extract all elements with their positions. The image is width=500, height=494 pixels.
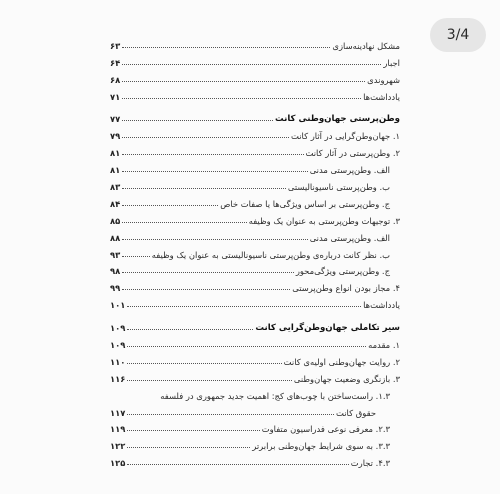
- toc-page-number: ۶۸: [110, 74, 121, 85]
- toc-leader-dots: [122, 154, 303, 155]
- toc-leader-dots: [127, 329, 253, 330]
- toc-page-number: ۸۸: [110, 232, 121, 243]
- toc-entry-title: ۱.۳. راست‌ساختن با چوب‌های کج: اهمیت جدید جمهوری در فلسفه: [160, 390, 390, 401]
- toc-entry-title: الف. وطن‌پرستی مدنی: [309, 165, 390, 176]
- toc-page-number: ۱۱۷: [110, 407, 126, 418]
- toc-page-number: ۱۰۹: [110, 323, 126, 334]
- toc-leader-dots: [122, 81, 365, 82]
- toc-entry-title: الف. وطن‌پرستی مدنی: [309, 232, 390, 243]
- toc-entry-title: حقوق کانت: [336, 407, 376, 418]
- page-indicator: 3/4: [430, 18, 486, 52]
- toc-page-number: ۱۱۰: [110, 356, 126, 367]
- toc-entry: [110, 158, 400, 175]
- toc-leader-dots: [122, 171, 307, 172]
- toc-leader-dots: [127, 380, 292, 381]
- toc-entry: [110, 192, 400, 209]
- toc-entry-title: ۳. توجیهات وطن‌پرستی به عنوان یک وظیفه: [248, 215, 400, 226]
- table-of-contents: [110, 34, 400, 468]
- toc-page-number: ۱۱۶: [110, 373, 126, 384]
- toc-entry: [110, 276, 400, 293]
- toc-leader-dots: [122, 64, 381, 65]
- toc-leader-dots: [127, 464, 348, 465]
- toc-page-number: ۸۱: [110, 148, 121, 159]
- toc-entry: [110, 51, 400, 68]
- toc-page-number: ۷۱: [110, 91, 121, 102]
- toc-entry-title: یادداشت‌ها: [363, 91, 400, 102]
- toc-leader-dots: [127, 346, 366, 347]
- toc-leader-dots: [122, 289, 290, 290]
- toc-entry: [110, 401, 400, 418]
- toc-leader-dots: [122, 272, 294, 273]
- toc-page-number: ۹۳: [110, 249, 121, 260]
- toc-page-number: ۷۹: [110, 131, 121, 142]
- toc-entry-title: ۳. بازنگری وضعیت جهان‌وطنی: [293, 373, 400, 384]
- toc-page-number: ۱۲۵: [110, 458, 126, 469]
- toc-page-number: ۱۰۱: [110, 300, 126, 311]
- toc-leader-dots: [122, 188, 286, 189]
- toc-entry: [110, 226, 400, 243]
- toc-page-number: ۱۱۹: [110, 424, 126, 435]
- toc-entry: [110, 384, 400, 401]
- toc-leader-dots: [127, 447, 250, 448]
- toc-entry-title: وطن‌پرستی جهان‌وطنی کانت: [275, 114, 400, 125]
- toc-entry: [110, 333, 400, 350]
- toc-entry-title: ۴.۳. تجارت: [350, 458, 390, 469]
- toc-page-number: ۷۷: [110, 114, 121, 125]
- toc-entry: [110, 209, 400, 226]
- toc-leader-dots: [122, 98, 361, 99]
- toc-entry: [110, 68, 400, 85]
- toc-entry: [110, 451, 400, 468]
- toc-page-number: ۸۵: [110, 215, 121, 226]
- toc-entry-title: ۲. روایت جهان‌وطنی اولیه‌ی کانت: [283, 356, 400, 367]
- toc-chapter-heading: [110, 108, 400, 125]
- toc-chapter-heading: [110, 316, 400, 333]
- toc-entry-title: ۳.۳. به سوی شرایط جهان‌وطنی برابرتر: [252, 441, 390, 452]
- toc-leader-dots: [127, 306, 361, 307]
- toc-entry-title: ۱. جهان‌وطن‌گرایی در آثار کانت: [290, 131, 400, 142]
- toc-leader-dots: [122, 256, 150, 257]
- toc-page-number: ۹۹: [110, 283, 121, 294]
- toc-page-number: ۶۴: [110, 57, 121, 68]
- toc-entry: [110, 141, 400, 158]
- toc-page-number: ۸۱: [110, 165, 121, 176]
- toc-page-number: ۹۸: [110, 266, 121, 277]
- toc-page-number: ۶۳: [110, 40, 121, 51]
- toc-entry: [110, 175, 400, 192]
- toc-entry-title: سیر تکاملی جهان‌وطن‌گرایی کانت: [255, 323, 400, 334]
- toc-page-number: ۱۲۲: [110, 441, 126, 452]
- toc-leader-dots: [127, 430, 259, 431]
- toc-entry-title: ج. وطن‌پرستی بر اساس ویژگی‌ها یا صفات خاص: [220, 198, 390, 209]
- toc-entry: [110, 350, 400, 367]
- toc-entry: [110, 367, 400, 384]
- toc-leader-dots: [122, 205, 218, 206]
- toc-entry: [110, 124, 400, 141]
- toc-entry-title: ۲. وطن‌پرستی در آثار کانت: [305, 148, 400, 159]
- toc-entry: [110, 434, 400, 451]
- toc-leader-dots: [122, 137, 289, 138]
- toc-entry-title: ب. وطن‌پرستی ناسیونالیستی: [287, 182, 390, 193]
- toc-leader-dots: [127, 363, 281, 364]
- toc-page-number: ۸۴: [110, 198, 121, 209]
- toc-entry: [110, 293, 400, 310]
- toc-leader-dots: [122, 47, 330, 48]
- toc-entry-title: ۴. مجاز بودن انواع وطن‌پرستی: [292, 283, 400, 294]
- toc-entry-title: شهروندی: [367, 74, 400, 85]
- toc-entry: [110, 418, 400, 435]
- toc-entry-title: مشکل نهادینه‌سازی: [332, 40, 400, 51]
- toc-leader-dots: [122, 239, 307, 240]
- toc-leader-dots: [122, 120, 273, 121]
- toc-entry-title: یادداشت‌ها: [363, 300, 400, 311]
- toc-leader-dots: [127, 414, 334, 415]
- toc-entry-title: اجبار: [383, 57, 400, 68]
- toc-entry: [110, 260, 400, 277]
- toc-entry-title: ب. نظر کانت درباره‌ی وطن‌پرستی ناسیونالیستی به عنوان یک وظیفه: [151, 249, 390, 260]
- toc-entry-title: ج. وطن‌پرستی ویژگی‌محور: [295, 266, 390, 277]
- toc-page-number: ۸۳: [110, 182, 121, 193]
- toc-leader-dots: [122, 222, 246, 223]
- toc-entry-title: ۲.۳. معرفی نوعی فدراسیون متفاوت: [261, 424, 390, 435]
- toc-entry: [110, 34, 400, 51]
- toc-entry-title: ۱. مقدمه: [368, 340, 400, 351]
- toc-entry: [110, 85, 400, 102]
- toc-entry: [110, 243, 400, 260]
- toc-page-number: ۱۰۹: [110, 340, 126, 351]
